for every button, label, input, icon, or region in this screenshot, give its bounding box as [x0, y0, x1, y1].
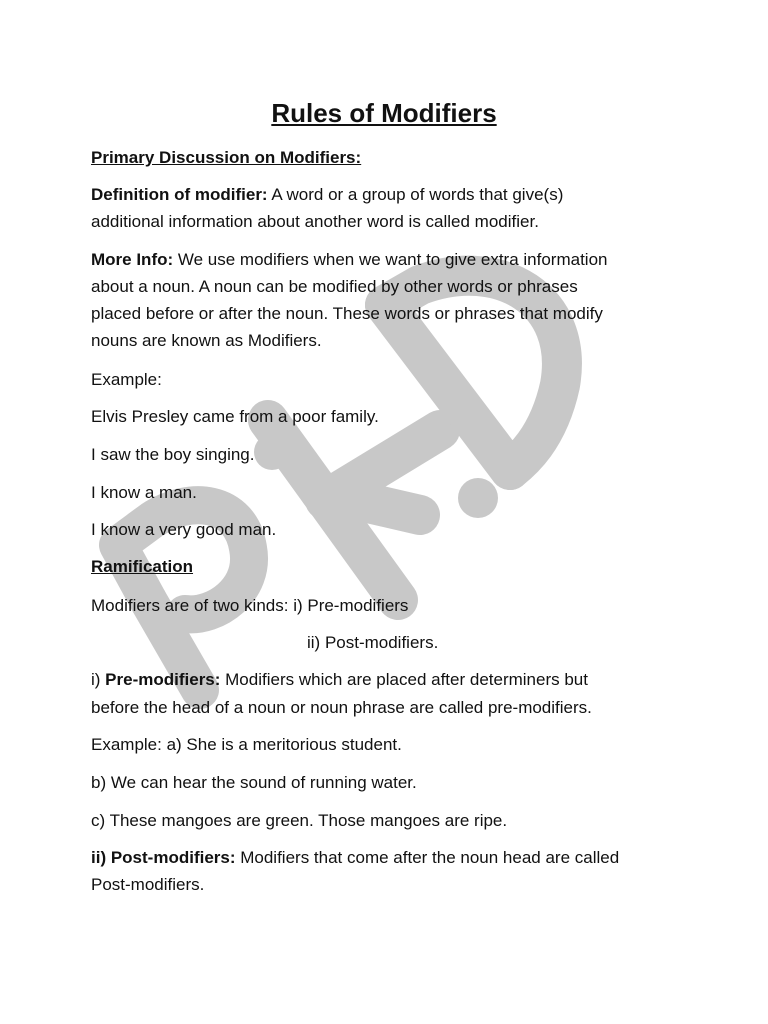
more-info-line-3: placed before or after the noun. These words or phrases that modify — [91, 304, 603, 323]
post-modifiers-label: ii) Post-modifiers: — [91, 848, 236, 867]
more-info-line-1 — [91, 246, 608, 273]
primary-discussion-heading: Primary Discussion on Modifiers: — [91, 148, 362, 167]
example-label: Example: — [91, 370, 162, 389]
pre-modifier-example: b) We can hear the sound of running water. — [91, 773, 417, 792]
pre-modifiers-line-1 — [91, 666, 588, 693]
more-info-line-4: nouns are known as Modifiers. — [91, 331, 322, 350]
post-modifiers-line-1 — [91, 844, 619, 871]
post-modifiers-text: Modifiers that come after the noun head are called — [235, 848, 620, 867]
example-sentence: I know a man. — [91, 483, 197, 502]
kinds-line-2: ii) Post-modifiers. — [307, 633, 439, 652]
pre-modifier-example: Example: a) She is a meritorious student. — [91, 735, 402, 754]
example-sentence: I know a very good man. — [91, 520, 277, 539]
pre-modifiers-text: Modifiers which are placed after determiners but — [220, 670, 588, 689]
document-title: Rules of Modifiers — [271, 98, 497, 128]
kinds-line-1: Modifiers are of two kinds: i) Pre-modifiers — [91, 596, 409, 615]
definition-line-2: additional information about another word is called modifier. — [91, 212, 539, 231]
more-info-label: More Info: — [91, 250, 174, 269]
pre-modifier-example: c) These mangoes are green. Those mangoes are ripe. — [91, 811, 508, 830]
pre-modifiers-prefix: i) — [91, 670, 106, 689]
definition-label: Definition of modifier: — [91, 185, 268, 204]
definition-text: A word or a group of words that give(s) — [267, 185, 564, 204]
ramification-heading: Ramification — [91, 557, 194, 576]
definition-line-1 — [91, 181, 563, 208]
more-info-line-2: about a noun. A noun can be modified by other words or phrases — [91, 277, 578, 296]
pre-modifiers-label: Pre-modifiers: — [105, 670, 221, 689]
example-sentence: Elvis Presley came from a poor family. — [91, 407, 379, 426]
more-info-text: We use modifiers when we want to give extra information — [173, 250, 608, 269]
post-modifiers-line-2: Post-modifiers. — [91, 875, 205, 894]
example-sentence: I saw the boy singing. — [91, 445, 255, 464]
pre-modifiers-line-2: before the head of a noun or noun phrase are called pre-modifiers. — [91, 698, 592, 717]
